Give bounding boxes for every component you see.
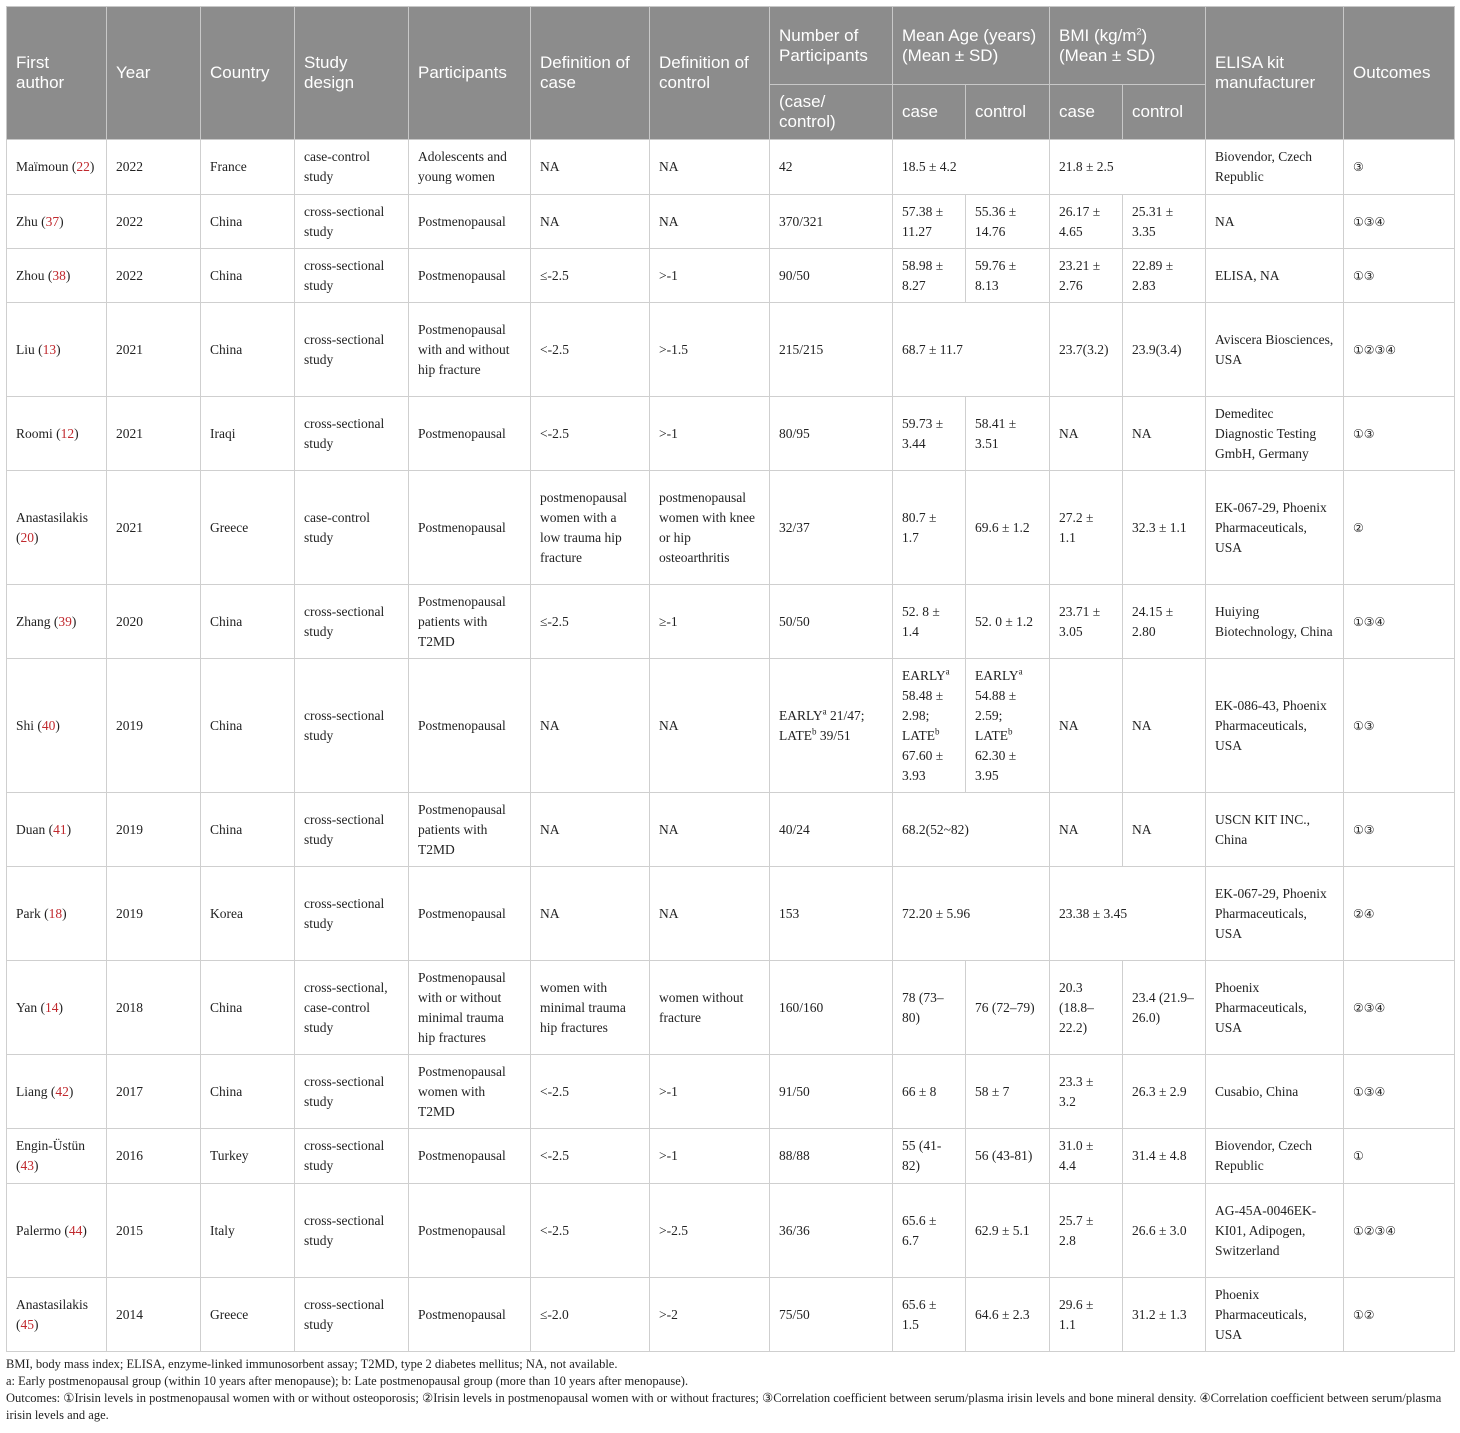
cell-country: China: [201, 195, 295, 249]
early-label: EARLY: [975, 667, 1019, 683]
cell-country: China: [201, 303, 295, 397]
late-count: 39/51: [816, 727, 851, 743]
table-row: [7, 249, 1455, 303]
cell-number-of-participants: [770, 659, 893, 793]
cell-bmi-control: 24.15 ± 2.80: [1123, 585, 1206, 659]
cell-first-author: Maïmoun (22): [7, 140, 107, 195]
cell-bmi-case: 23.21 ± 2.76: [1050, 249, 1123, 303]
cell-number-of-participants: 91/50: [770, 1055, 893, 1129]
late-label: LATE: [975, 727, 1008, 743]
cell-definition-of-case: postmenopausal women with a low trauma hip fracture: [531, 471, 650, 585]
table-header: [7, 7, 1455, 140]
cell-first-author: Palermo (44): [7, 1184, 107, 1278]
table-footnotes: [6, 1356, 1454, 1424]
reference-number: 40: [41, 717, 56, 733]
cell-definition-of-control: NA: [650, 793, 770, 867]
cell-number-of-participants: 40/24: [770, 793, 893, 867]
cell-bmi-case: 23.7(3.2): [1050, 303, 1123, 397]
cell-year: 2019: [107, 867, 201, 961]
cell-age-case: 58.98 ± 8.27: [893, 249, 966, 303]
cell-first-author: Zhou (38): [7, 249, 107, 303]
author-name: Liu: [16, 341, 35, 357]
cell-age-control: 64.6 ± 2.3: [966, 1278, 1050, 1352]
cell-definition-of-control: NA: [650, 659, 770, 793]
header-country: Country: [201, 7, 295, 140]
cell-first-author: Zhang (39): [7, 585, 107, 659]
table-row: [7, 961, 1455, 1055]
cell-number-of-participants: 215/215: [770, 303, 893, 397]
cell-year: 2022: [107, 195, 201, 249]
cell-age-case: 65.6 ± 1.5: [893, 1278, 966, 1352]
cell-elisa-manufacturer: Phoenix Pharmaceuticals, USA: [1206, 1278, 1344, 1352]
cell-bmi-control: 31.2 ± 1.3: [1123, 1278, 1206, 1352]
cell-study-design: case-control study: [295, 471, 409, 585]
cell-number-of-participants: 88/88: [770, 1129, 893, 1184]
cell-age-control: 69.6 ± 1.2: [966, 471, 1050, 585]
footnote-abbreviations: BMI, body mass index; ELISA, enzyme-linked immunosorbent assay; T2MD, type 2 diabetes mellitus; NA, not available.: [6, 1357, 618, 1371]
cell-definition-of-case: NA: [531, 793, 650, 867]
cell-age-case: [893, 659, 966, 793]
cell-participants: Postmenopausal patients with T2MD: [409, 585, 531, 659]
cell-definition-of-case: ≤-2.5: [531, 585, 650, 659]
cell-bmi: 21.8 ± 2.5: [1050, 140, 1206, 195]
cell-mean-age: 72.20 ± 5.96: [893, 867, 1050, 961]
cell-age-control: [966, 659, 1050, 793]
reference-number: 14: [45, 999, 59, 1015]
table-row: [7, 793, 1455, 867]
cell-elisa-manufacturer: Biovendor, Czech Republic: [1206, 140, 1344, 195]
header-participants: Participants: [409, 7, 531, 140]
cell-year: 2017: [107, 1055, 201, 1129]
study-characteristics-table: [6, 6, 1455, 1352]
cell-age-control: 55.36 ± 14.76: [966, 195, 1050, 249]
table-row: [7, 867, 1455, 961]
cell-definition-of-case: <-2.5: [531, 1055, 650, 1129]
cell-study-design: cross-sectional study: [295, 249, 409, 303]
cell-age-case: 78 (73–80): [893, 961, 966, 1055]
cell-bmi-control: NA: [1123, 397, 1206, 471]
cell-age-case: 65.6 ± 6.7: [893, 1184, 966, 1278]
cell-year: 2015: [107, 1184, 201, 1278]
cell-outcomes: ②④: [1344, 867, 1455, 961]
cell-number-of-participants: 32/37: [770, 471, 893, 585]
cell-number-of-participants: 36/36: [770, 1184, 893, 1278]
cell-outcomes: ①③④: [1344, 585, 1455, 659]
cell-definition-of-case: NA: [531, 140, 650, 195]
early-count: 21/47;: [826, 707, 865, 723]
cell-number-of-participants: 80/95: [770, 397, 893, 471]
cell-age-control: 59.76 ± 8.13: [966, 249, 1050, 303]
cell-definition-of-control: >-2.5: [650, 1184, 770, 1278]
cell-year: 2021: [107, 397, 201, 471]
cell-study-design: case-control study: [295, 140, 409, 195]
cell-bmi-case: 23.3 ± 3.2: [1050, 1055, 1123, 1129]
header-first-author: First author: [7, 7, 107, 140]
cell-age-control: 58 ± 7: [966, 1055, 1050, 1129]
cell-first-author: Liang (42): [7, 1055, 107, 1129]
author-name: Maïmoun: [16, 159, 69, 174]
cell-bmi-control: 22.89 ± 2.83: [1123, 249, 1206, 303]
cell-definition-of-control: NA: [650, 867, 770, 961]
cell-age-control: 76 (72–79): [966, 961, 1050, 1055]
cell-bmi-control: NA: [1123, 659, 1206, 793]
cell-first-author: Zhu (37): [7, 195, 107, 249]
reference-number: 39: [58, 613, 72, 629]
cell-country: Greece: [201, 1278, 295, 1352]
cell-country: Turkey: [201, 1129, 295, 1184]
author-name: Palermo: [16, 1222, 61, 1238]
cell-bmi-control: NA: [1123, 793, 1206, 867]
cell-country: China: [201, 961, 295, 1055]
reference-number: 13: [42, 341, 57, 357]
reference-number: 20: [20, 529, 34, 545]
cell-elisa-manufacturer: NA: [1206, 195, 1344, 249]
header-age-case: case: [893, 85, 966, 140]
cell-year: 2016: [107, 1129, 201, 1184]
cell-study-design: cross-sectional study: [295, 1129, 409, 1184]
cell-year: 2018: [107, 961, 201, 1055]
cell-elisa-manufacturer: EK-067-29, Phoenix Pharmaceuticals, USA: [1206, 471, 1344, 585]
cell-outcomes: ①②: [1344, 1278, 1455, 1352]
cell-number-of-participants: 160/160: [770, 961, 893, 1055]
late-label: LATE: [902, 727, 935, 743]
author-name: Engin-Üstün: [16, 1138, 85, 1153]
cell-country: Iraqi: [201, 397, 295, 471]
cell-bmi-case: NA: [1050, 397, 1123, 471]
early-age-value: 58.48 ± 2.98;: [902, 687, 944, 723]
cell-elisa-manufacturer: AG-45A-0046EK-KI01, Adipogen, Switzerland: [1206, 1184, 1344, 1278]
cell-outcomes: ①③: [1344, 793, 1455, 867]
cell-definition-of-control: >-1: [650, 249, 770, 303]
author-name: Zhu: [16, 213, 38, 229]
late-age-value: 67.60 ± 3.93: [902, 747, 944, 783]
superscript-b: b: [935, 726, 940, 736]
cell-number-of-participants: 153: [770, 867, 893, 961]
cell-age-case: 57.38 ± 11.27: [893, 195, 966, 249]
cell-participants: Postmenopausal: [409, 249, 531, 303]
table-container: [6, 6, 1454, 1424]
cell-outcomes: ①②③④: [1344, 1184, 1455, 1278]
cell-country: China: [201, 1055, 295, 1129]
cell-participants: Postmenopausal with and without hip fracture: [409, 303, 531, 397]
cell-definition-of-control: postmenopausal women with knee or hip osteoarthritis: [650, 471, 770, 585]
cell-first-author: Anastasilakis (45): [7, 1278, 107, 1352]
superscript-a: a: [822, 706, 827, 716]
author-name: Shi: [16, 717, 35, 733]
cell-first-author: Liu (13): [7, 303, 107, 397]
cell-mean-age: 68.7 ± 11.7: [893, 303, 1050, 397]
author-name: Duan: [16, 821, 46, 837]
cell-year: 2019: [107, 793, 201, 867]
footnote-groups: a: Early postmenopausal group (within 10 years after menopause); b: Late postmenopausal group (more than 10 years after menopause).: [6, 1374, 689, 1388]
cell-study-design: cross-sectional study: [295, 1055, 409, 1129]
cell-study-design: cross-sectional study: [295, 585, 409, 659]
superscript-a: a: [945, 666, 950, 676]
cell-year: 2022: [107, 140, 201, 195]
reference-number: 12: [60, 425, 75, 441]
cell-bmi-control: 32.3 ± 1.1: [1123, 471, 1206, 585]
cell-definition-of-control: >-1: [650, 1055, 770, 1129]
header-definition-of-case: Definition of case: [531, 7, 650, 140]
cell-study-design: cross-sectional study: [295, 303, 409, 397]
cell-mean-age: 18.5 ± 4.2: [893, 140, 1050, 195]
cell-year: 2019: [107, 659, 201, 793]
cell-outcomes: ①③④: [1344, 195, 1455, 249]
table-row: [7, 195, 1455, 249]
cell-number-of-participants: 370/321: [770, 195, 893, 249]
reference-number: 44: [68, 1222, 83, 1238]
cell-elisa-manufacturer: Aviscera Biosciences, USA: [1206, 303, 1344, 397]
superscript-b: b: [1008, 726, 1013, 736]
reference-number: 43: [20, 1158, 34, 1173]
table-row: [7, 397, 1455, 471]
cell-outcomes: ①③: [1344, 249, 1455, 303]
cell-bmi-case: NA: [1050, 793, 1123, 867]
cell-year: 2020: [107, 585, 201, 659]
cell-outcomes: ③: [1344, 140, 1455, 195]
cell-definition-of-case: NA: [531, 867, 650, 961]
reference-number: 42: [55, 1083, 69, 1099]
table-row: [7, 140, 1455, 195]
cell-bmi-case: 20.3 (18.8–22.2): [1050, 961, 1123, 1055]
cell-number-of-participants: 42: [770, 140, 893, 195]
cell-study-design: cross-sectional study: [295, 1184, 409, 1278]
header-study-design: Study design: [295, 7, 409, 140]
cell-first-author: Roomi (12): [7, 397, 107, 471]
cell-participants: Postmenopausal: [409, 1129, 531, 1184]
cell-participants: Postmenopausal: [409, 397, 531, 471]
cell-age-case: 55 (41-82): [893, 1129, 966, 1184]
cell-participants: Postmenopausal: [409, 195, 531, 249]
cell-country: China: [201, 793, 295, 867]
header-elisa: ELISA kit manufacturer: [1206, 7, 1344, 140]
cell-year: 2014: [107, 1278, 201, 1352]
cell-bmi-case: 25.7 ± 2.8: [1050, 1184, 1123, 1278]
header-bmi-suffix: ) (Mean ± SD): [1059, 25, 1156, 65]
cell-participants: Postmenopausal: [409, 1278, 531, 1352]
header-case-control-sub: (case/ control): [770, 85, 893, 140]
cell-study-design: cross-sectional study: [295, 793, 409, 867]
cell-age-control: 58.41 ± 3.51: [966, 397, 1050, 471]
superscript-a: a: [1018, 666, 1023, 676]
cell-age-case: 52. 8 ± 1.4: [893, 585, 966, 659]
cell-definition-of-case: women with minimal trauma hip fractures: [531, 961, 650, 1055]
cell-country: Italy: [201, 1184, 295, 1278]
cell-study-design: cross-sectional, case-control study: [295, 961, 409, 1055]
table-row: [7, 1129, 1455, 1184]
cell-bmi-case: 27.2 ± 1.1: [1050, 471, 1123, 585]
cell-participants: Adolescents and young women: [409, 140, 531, 195]
cell-participants: Postmenopausal with or without minimal trauma hip fractures: [409, 961, 531, 1055]
cell-first-author: Anastasilakis (20): [7, 471, 107, 585]
cell-country: China: [201, 249, 295, 303]
reference-number: 41: [53, 821, 67, 837]
author-name: Liang: [16, 1083, 48, 1099]
author-name: Anastasilakis: [16, 1296, 88, 1312]
cell-participants: Postmenopausal: [409, 1184, 531, 1278]
cell-bmi-control: 23.9(3.4): [1123, 303, 1206, 397]
cell-definition-of-control: >-1.5: [650, 303, 770, 397]
cell-age-control: 56 (43-81): [966, 1129, 1050, 1184]
cell-age-control: 52. 0 ± 1.2: [966, 585, 1050, 659]
cell-bmi-case: 26.17 ± 4.65: [1050, 195, 1123, 249]
cell-definition-of-case: NA: [531, 195, 650, 249]
cell-bmi-control: 26.3 ± 2.9: [1123, 1055, 1206, 1129]
late-age-value: 62.30 ± 3.95: [975, 747, 1017, 783]
cell-bmi-control: 25.31 ± 3.35: [1123, 195, 1206, 249]
superscript-b: b: [812, 726, 817, 736]
cell-bmi-control: 31.4 ± 4.8: [1123, 1129, 1206, 1184]
cell-definition-of-control: NA: [650, 195, 770, 249]
cell-bmi-control: 26.6 ± 3.0: [1123, 1184, 1206, 1278]
cell-age-control: 62.9 ± 5.1: [966, 1184, 1050, 1278]
header-year: Year: [107, 7, 201, 140]
cell-elisa-manufacturer: Phoenix Pharmaceuticals, USA: [1206, 961, 1344, 1055]
header-outcomes: Outcomes: [1344, 7, 1455, 140]
table-row: [7, 659, 1455, 793]
cell-definition-of-case: <-2.5: [531, 1129, 650, 1184]
cell-mean-age: 68.2(52~82): [893, 793, 1050, 867]
cell-outcomes: ②: [1344, 471, 1455, 585]
header-number-of-participants: Number of Participants: [770, 7, 893, 85]
author-name: Park: [16, 905, 41, 921]
header-bmi-case: case: [1050, 85, 1123, 140]
cell-definition-of-control: NA: [650, 140, 770, 195]
cell-definition-of-case: <-2.5: [531, 303, 650, 397]
reference-number: 45: [20, 1316, 34, 1332]
cell-year: 2022: [107, 249, 201, 303]
cell-year: 2021: [107, 303, 201, 397]
cell-country: France: [201, 140, 295, 195]
early-label: EARLY: [779, 707, 823, 723]
cell-country: Greece: [201, 471, 295, 585]
cell-definition-of-control: >-1: [650, 1129, 770, 1184]
cell-definition-of-control: >-1: [650, 397, 770, 471]
footnote-outcomes: Outcomes: ①Irisin levels in postmenopausal women with or without osteoporosis; ②Irisin levels in postmenopausal women with or without fractures; ③Correlation coefficient between serum/plasma irisin levels and bone mineral density. ④Correlation coefficient between serum/plasma irisin levels and age.: [6, 1391, 1442, 1422]
author-name: Anastasilakis: [16, 509, 88, 525]
cell-year: 2021: [107, 471, 201, 585]
cell-first-author: Engin-Üstün (43): [7, 1129, 107, 1184]
header-bmi: [1050, 7, 1206, 85]
cell-elisa-manufacturer: EK-086-43, Phoenix Pharmaceuticals, USA: [1206, 659, 1344, 793]
cell-first-author: Yan (14): [7, 961, 107, 1055]
cell-elisa-manufacturer: Demeditec Diagnostic Testing GmbH, Germany: [1206, 397, 1344, 471]
cell-country: Korea: [201, 867, 295, 961]
author-name: Yan: [16, 999, 38, 1015]
cell-definition-of-control: women without fracture: [650, 961, 770, 1055]
cell-age-case: 80.7 ± 1.7: [893, 471, 966, 585]
table-row: [7, 1184, 1455, 1278]
reference-number: 37: [45, 213, 60, 229]
cell-study-design: cross-sectional study: [295, 195, 409, 249]
table-row: [7, 585, 1455, 659]
cell-number-of-participants: 50/50: [770, 585, 893, 659]
header-age-control: control: [966, 85, 1050, 140]
cell-participants: Postmenopausal women with T2MD: [409, 1055, 531, 1129]
cell-bmi-case: 23.71 ± 3.05: [1050, 585, 1123, 659]
cell-definition-of-case: ≤-2.5: [531, 249, 650, 303]
cell-bmi-case: 29.6 ± 1.1: [1050, 1278, 1123, 1352]
early-label: EARLY: [902, 667, 946, 683]
late-label: LATE: [779, 727, 812, 743]
cell-outcomes: ①③: [1344, 397, 1455, 471]
cell-definition-of-case: ≤-2.0: [531, 1278, 650, 1352]
cell-study-design: cross-sectional study: [295, 867, 409, 961]
cell-participants: Postmenopausal: [409, 867, 531, 961]
cell-age-case: 66 ± 8: [893, 1055, 966, 1129]
cell-outcomes: ①③: [1344, 659, 1455, 793]
table-row: [7, 471, 1455, 585]
header-definition-of-control: Definition of control: [650, 7, 770, 140]
cell-elisa-manufacturer: ELISA, NA: [1206, 249, 1344, 303]
cell-age-case: 59.73 ± 3.44: [893, 397, 966, 471]
cell-elisa-manufacturer: Cusabio, China: [1206, 1055, 1344, 1129]
header-bmi-sup: 2: [1136, 25, 1142, 36]
reference-number: 22: [76, 159, 90, 174]
cell-bmi: 23.38 ± 3.45: [1050, 867, 1206, 961]
cell-participants: Postmenopausal patients with T2MD: [409, 793, 531, 867]
cell-study-design: cross-sectional study: [295, 1278, 409, 1352]
cell-outcomes: ①: [1344, 1129, 1455, 1184]
cell-elisa-manufacturer: USCN KIT INC., China: [1206, 793, 1344, 867]
cell-elisa-manufacturer: Biovendor, Czech Republic: [1206, 1129, 1344, 1184]
cell-number-of-participants: 75/50: [770, 1278, 893, 1352]
cell-bmi-case: NA: [1050, 659, 1123, 793]
cell-definition-of-control: >-2: [650, 1278, 770, 1352]
header-bmi-prefix: BMI (kg/m: [1059, 25, 1137, 45]
cell-first-author: Duan (41): [7, 793, 107, 867]
cell-definition-of-control: ≥-1: [650, 585, 770, 659]
cell-definition-of-case: <-2.5: [531, 1184, 650, 1278]
cell-country: China: [201, 659, 295, 793]
reference-number: 18: [48, 905, 63, 921]
header-bmi-control: control: [1123, 85, 1206, 140]
author-name: Roomi: [16, 425, 53, 441]
cell-definition-of-case: NA: [531, 659, 650, 793]
cell-bmi-control: 23.4 (21.9–26.0): [1123, 961, 1206, 1055]
cell-number-of-participants: 90/50: [770, 249, 893, 303]
cell-elisa-manufacturer: EK-067-29, Phoenix Pharmaceuticals, USA: [1206, 867, 1344, 961]
cell-bmi-case: 31.0 ± 4.4: [1050, 1129, 1123, 1184]
header-mean-age: Mean Age (years) (Mean ± SD): [893, 7, 1050, 85]
cell-outcomes: ①③④: [1344, 1055, 1455, 1129]
table-row: [7, 1055, 1455, 1129]
author-name: Zhang: [16, 613, 51, 629]
table-body: [7, 140, 1455, 1352]
table-row: [7, 1278, 1455, 1352]
cell-country: China: [201, 585, 295, 659]
cell-first-author: Park (18): [7, 867, 107, 961]
cell-outcomes: ①②③④: [1344, 303, 1455, 397]
reference-number: 38: [52, 267, 66, 283]
table-row: [7, 303, 1455, 397]
cell-study-design: cross-sectional study: [295, 659, 409, 793]
cell-first-author: Shi (40): [7, 659, 107, 793]
cell-participants: Postmenopausal: [409, 659, 531, 793]
cell-participants: Postmenopausal: [409, 471, 531, 585]
cell-definition-of-case: <-2.5: [531, 397, 650, 471]
cell-outcomes: ②③④: [1344, 961, 1455, 1055]
author-name: Zhou: [16, 267, 45, 283]
cell-study-design: cross-sectional study: [295, 397, 409, 471]
cell-elisa-manufacturer: Huiying Biotechnology, China: [1206, 585, 1344, 659]
early-age-value: 54.88 ± 2.59;: [975, 687, 1017, 723]
